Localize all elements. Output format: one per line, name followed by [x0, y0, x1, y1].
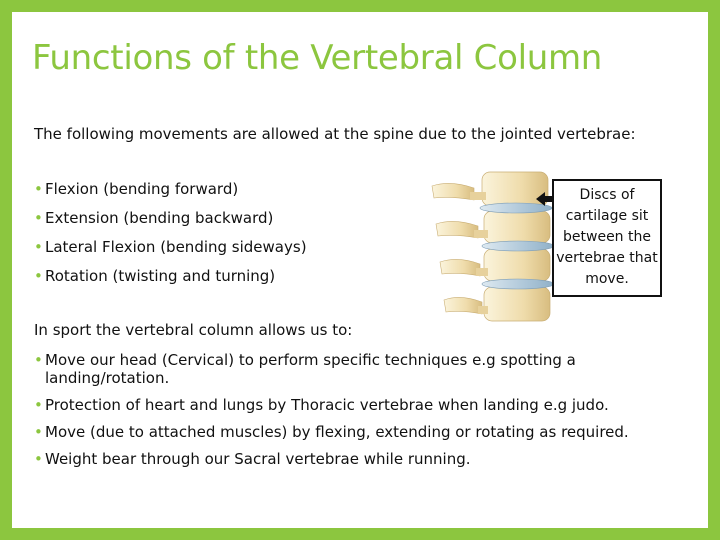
- list-item: [34, 423, 674, 441]
- list-item: [34, 450, 674, 468]
- sport-intro: In sport the vertebral column allows us to:: [34, 321, 353, 339]
- movement-text: Extension (bending backward): [45, 209, 274, 227]
- sport-use-text: Move our head (Cervical) to perform specific techniques e.g spotting a landing/rotation.: [45, 351, 576, 387]
- list-item: [34, 351, 674, 387]
- sport-use-text: Move (due to attached muscles) by flexing, extending or rotating as required.: [45, 423, 629, 441]
- page-title: Functions of the Vertebral Column: [32, 38, 603, 78]
- bullet-icon: •: [34, 423, 43, 441]
- bullet-icon: •: [34, 209, 43, 227]
- movement-text: Lateral Flexion (bending sideways): [45, 238, 307, 256]
- spine-vertebrae-icon: [430, 166, 555, 330]
- bullet-icon: •: [34, 267, 43, 285]
- bullet-icon: •: [34, 396, 43, 414]
- list-item: [34, 396, 674, 414]
- callout-box: Discs of cartilage sit between the vertebrae that move.: [552, 179, 662, 297]
- movement-text: Rotation (twisting and turning): [45, 267, 276, 285]
- movements-list: [34, 180, 307, 296]
- bullet-icon: •: [34, 450, 43, 468]
- list-item: [34, 267, 307, 296]
- movement-text: Flexion (bending forward): [45, 180, 239, 198]
- bullet-icon: •: [34, 180, 43, 198]
- slide: [12, 12, 708, 528]
- bullet-icon: •: [34, 238, 43, 256]
- intro-text: The following movements are allowed at the spine due to the jointed vertebrae:: [34, 125, 636, 143]
- sport-uses-list: [34, 351, 674, 477]
- bullet-icon: •: [34, 351, 43, 369]
- list-item: [34, 180, 307, 209]
- sport-use-text: Protection of heart and lungs by Thoracic vertebrae when landing e.g judo.: [45, 396, 609, 414]
- sport-use-text: Weight bear through our Sacral vertebrae while running.: [45, 450, 471, 468]
- list-item: [34, 209, 307, 238]
- list-item: [34, 238, 307, 267]
